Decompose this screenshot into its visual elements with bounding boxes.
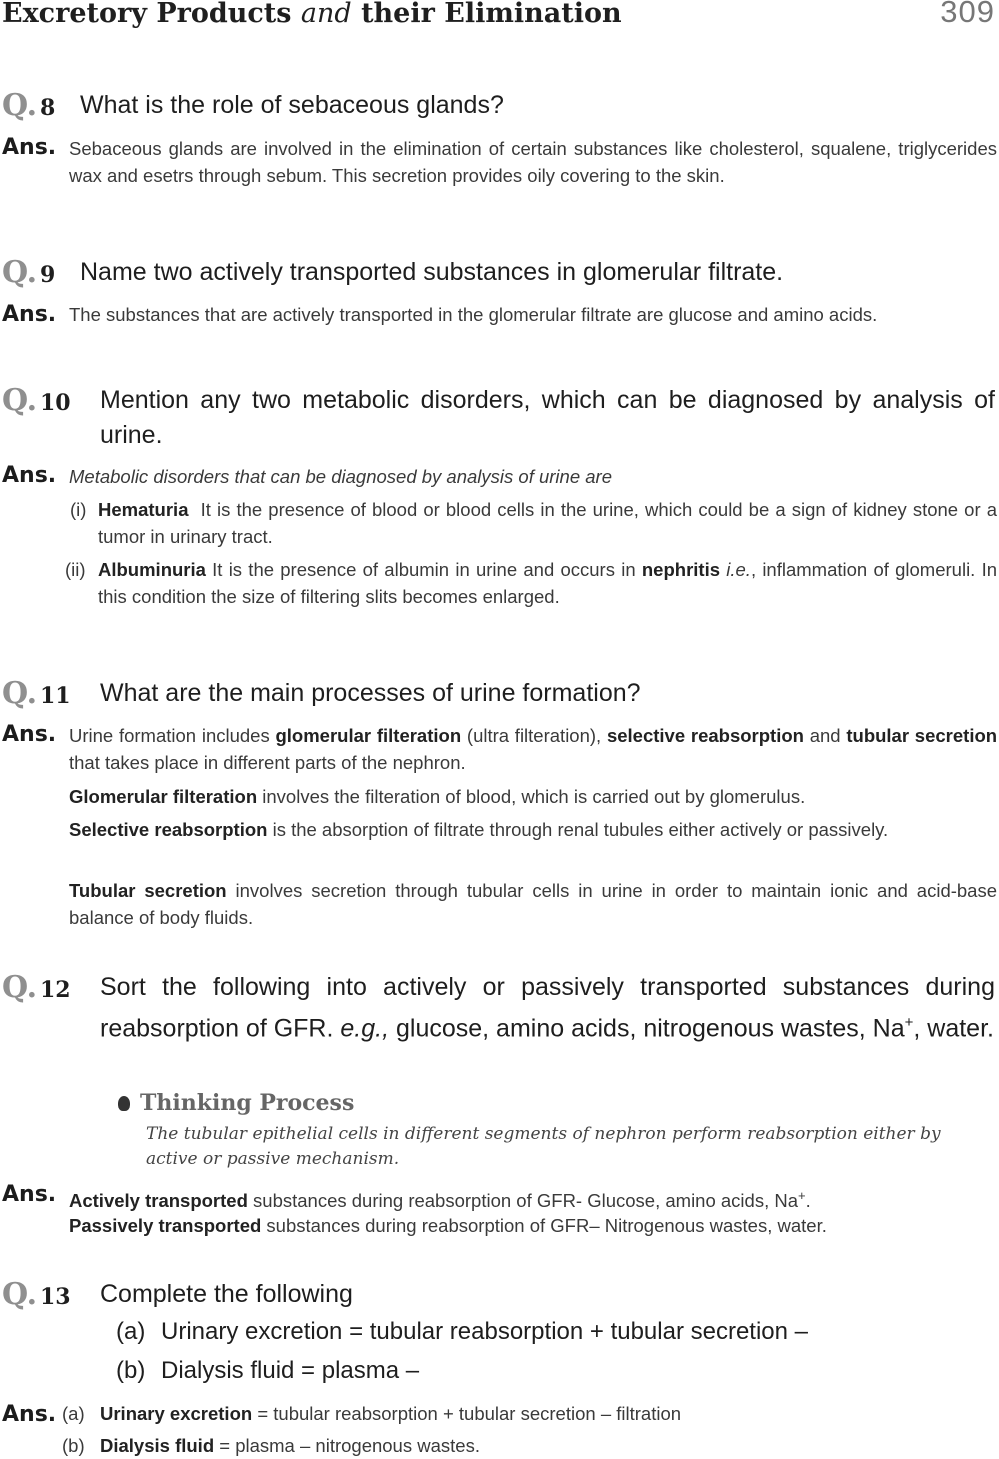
item-label: (i) [70,499,87,520]
answer-8: Sebaceous glands are involved in the elimination of certain substances like cholesterol, squalene, triglycerides wax and esetrs through sebum. This secretion provides oily covering to the skin. [69,138,997,186]
answer-label: Ans. [2,135,57,160]
question-text: Sort the following into actively or passively transported substances during reabsorption of GFR. e.g., glucose, amino acids, nitrogenous wastes, Na+, water. [100,973,995,1043]
answer-label: Ans. [2,302,57,327]
question-number: 8 [40,95,56,121]
q-marker: Q. [2,1277,38,1312]
answer-label: Ans. [2,463,57,488]
q-marker: Q. [2,88,38,123]
answer-13-a: (a) Urinary excretion = tubular reabsorption + tubular secretion – filtration [62,1403,682,1424]
sub-question-a: (a) Urinary excretion = tubular reabsorption + tubular secretion – [116,1318,809,1345]
item-text: It is the presence of blood or blood cells in the urine, which could be a sign of kidney stone or a tumor in urinary tract. [98,499,997,547]
question-text: What are the main processes of urine formation? [100,679,641,707]
item-text: , inflammation of glomeruli. In this condition the size of filtering slits becomes enlarged. [98,559,997,607]
ie-text: i.e. [726,559,751,580]
answer-13-b: (b) Dialysis fluid = plasma – nitrogenous wastes. [62,1435,480,1456]
question-text: Complete the following [100,1280,353,1308]
question-11 [2,676,997,714]
question-number: 12 [40,977,71,1003]
page-title [2,0,622,29]
q-marker: Q. [2,255,38,290]
page-number: 309 [940,0,995,29]
answer-10-intro: Metabolic disorders that can be diagnosed by analysis of urine are [69,466,612,487]
answer-12-passive: Passively transported substances during reabsorption of GFR– Nitrogenous wastes, water. [69,1215,827,1236]
question-12 [2,970,997,1080]
question-text: What is the role of sebaceous glands? [80,91,504,119]
question-13 [2,1277,997,1315]
question-number: 10 [40,390,71,416]
answer-label: Ans. [2,1182,57,1207]
question-number: 11 [40,683,71,709]
question-10 [2,383,997,455]
title-and: and [300,0,352,29]
answer-label: Ans. [2,722,57,747]
title-part1: Excretory Products [2,0,292,29]
q-marker: Q. [2,970,38,1005]
lightbulb-icon [118,1096,130,1111]
list-item [65,556,997,610]
term: Albuminuria [98,559,206,580]
question-number: 9 [40,262,56,288]
answer-11-p4: Tubular secretion involves secretion through tubular cells in urine in order to maintain ionic and acid-base balance of body fluids. [69,880,998,928]
answer-12-active: Actively transported substances during reabsorption of GFR- Glucose, amino acids, Na+. [69,1188,811,1212]
answer-11-p1: Urine formation includes glomerular filteration (ultra filteration), selective reabsorption and tubular secretion that takes place in different parts of the nephron. [69,725,998,773]
list-item [65,496,997,550]
q-marker: Q. [2,676,38,711]
question-8 [2,88,997,126]
thinking-process-text: The tubular epithelial cells in different segments of nephron perform reabsorption either by active or passive mechanism. [146,1124,941,1169]
term: nephritis [641,559,720,580]
question-text: Mention any two metabolic disorders, which can be diagnosed by analysis of urine. [100,386,995,449]
item-label: (ii) [65,559,86,580]
answer-11-p2: Glomerular filteration involves the filteration of blood, which is carried out by glomerulus. [69,786,806,807]
thinking-process-heading: Thinking Process [118,1090,354,1116]
question-9 [2,255,997,293]
answer-label: Ans. [2,1402,57,1427]
title-part2: their Elimination [361,0,622,29]
term: Hematuria [98,499,189,520]
question-number: 13 [40,1284,71,1310]
q-marker: Q. [2,383,38,418]
item-text: It is the presence of albumin in urine and occurs in [212,559,636,580]
answer-9: The substances that are actively transported in the glomerular filtrate are glucose and amino acids. [69,304,878,325]
answer-11-p3: Selective reabsorption is the absorption of filtrate through renal tubules either actively or passively. [69,819,889,840]
sub-question-b: (b) Dialysis fluid = plasma – [116,1357,420,1384]
question-text: Name two actively transported substances in glomerular filtrate. [80,258,784,286]
